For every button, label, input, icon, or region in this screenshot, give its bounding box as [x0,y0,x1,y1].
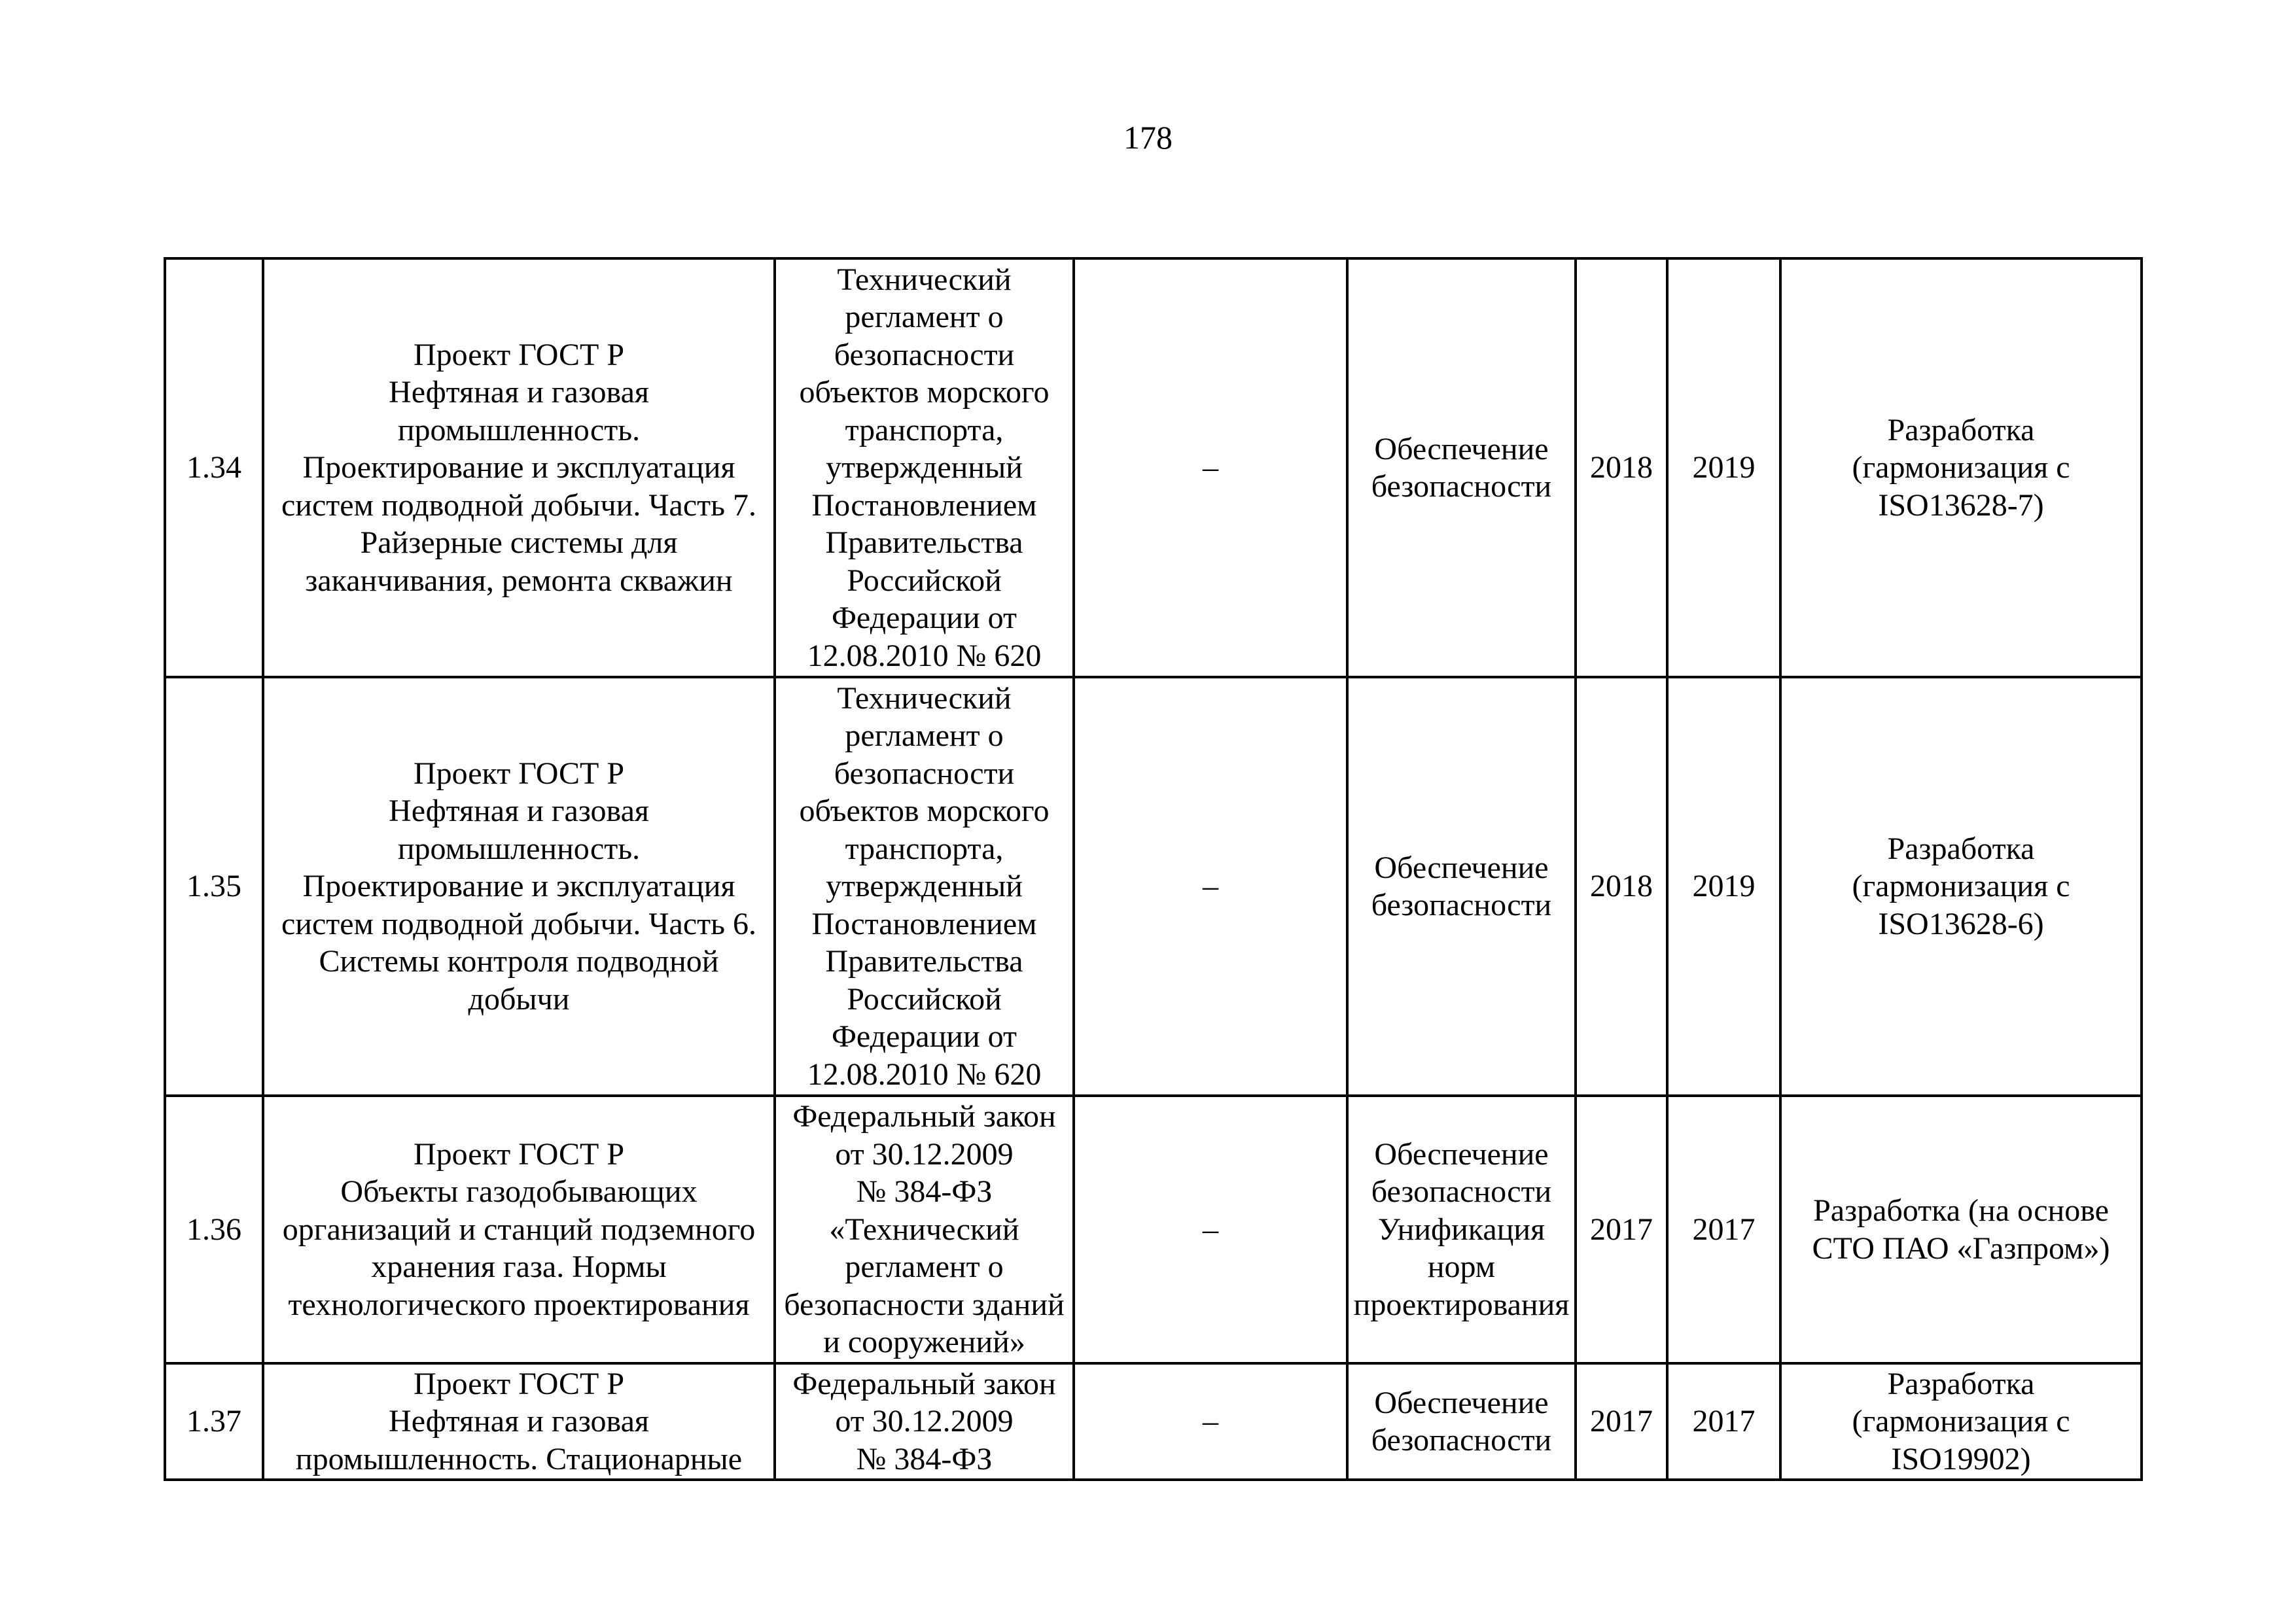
legal-basis: Федеральный закон от 30.12.2009 № 384-ФЗ [775,1363,1074,1480]
end-year: 2019 [1667,258,1780,677]
start-year: 2017 [1576,1363,1667,1480]
purpose: Обеспечение безопасности Унификация норм проектирования [1347,1096,1576,1363]
item-number: 1.35 [165,677,263,1096]
page-number: 178 [1123,119,1173,156]
table-row [165,677,2142,1096]
work-type: Разработка (на основе СТО ПАО «Газпром») [1780,1096,2142,1363]
empty-dash: – [1074,1363,1347,1480]
end-year: 2019 [1667,677,1780,1096]
table-row [165,1363,2142,1480]
standard-title: Проект ГОСТ Р Объекты газодобывающих организаций и станций подземного хранения газа. Нормы технологического проектирования [263,1096,775,1363]
standard-title: Проект ГОСТ Р Нефтяная и газовая промышленность. Проектирование и эксплуатация систем подводной добычи. Часть 7. Райзерные системы для заканчивания, ремонта скважин [263,258,775,677]
item-number: 1.37 [165,1363,263,1480]
start-year: 2017 [1576,1096,1667,1363]
start-year: 2018 [1576,258,1667,677]
legal-basis: Технический регламент о безопасности объектов морского транспорта, утвержденный Постановлением Правительства Российской Федерации от 12.08.2010 № 620 [775,677,1074,1096]
purpose: Обеспечение безопасности [1347,677,1576,1096]
item-number: 1.36 [165,1096,263,1363]
table-row [165,1096,2142,1363]
standard-title: Проект ГОСТ Р Нефтяная и газовая промышленность. Проектирование и эксплуатация систем подводной добычи. Часть 6. Системы контроля подводной добычи [263,677,775,1096]
table-row [165,258,2142,677]
start-year: 2018 [1576,677,1667,1096]
standards-table [164,257,2143,1481]
standard-title: Проект ГОСТ Р Нефтяная и газовая промышленность. Стационарные [263,1363,775,1480]
empty-dash: – [1074,258,1347,677]
work-type: Разработка (гармонизация с ISO13628-6) [1780,677,2142,1096]
purpose: Обеспечение безопасности [1347,1363,1576,1480]
legal-basis: Федеральный закон от 30.12.2009 № 384-ФЗ «Технический регламент о безопасности зданий и сооружений» [775,1096,1074,1363]
purpose: Обеспечение безопасности [1347,258,1576,677]
item-number: 1.34 [165,258,263,677]
end-year: 2017 [1667,1363,1780,1480]
empty-dash: – [1074,677,1347,1096]
work-type: Разработка (гармонизация с ISO19902) [1780,1363,2142,1480]
empty-dash: – [1074,1096,1347,1363]
legal-basis: Технический регламент о безопасности объектов морского транспорта, утвержденный Постановлением Правительства Российской Федерации от 12.08.2010 № 620 [775,258,1074,677]
work-type: Разработка (гармонизация с ISO13628-7) [1780,258,2142,677]
end-year: 2017 [1667,1096,1780,1363]
